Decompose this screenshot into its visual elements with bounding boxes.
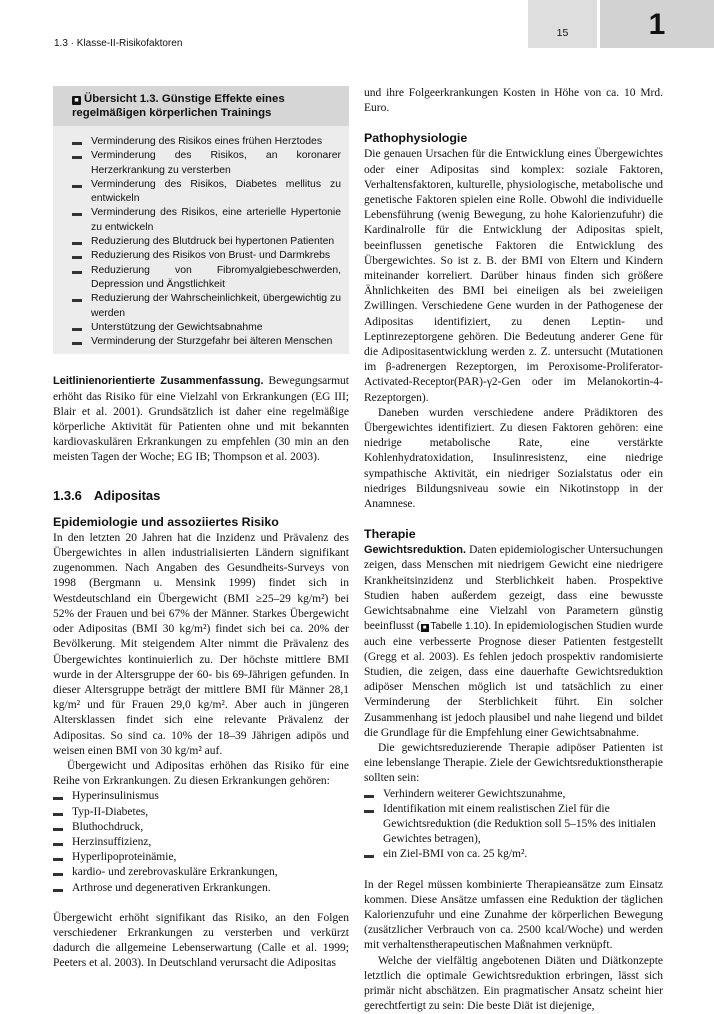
dash-bullet-icon [364, 810, 374, 813]
dash-bullet-icon [53, 889, 63, 892]
dash-bullet-icon [72, 185, 82, 188]
overview-item: Reduzierung des Blutdruck bei hypertonen Patienten [72, 235, 341, 249]
overview-item: Verminderung des Risikos, Diabetes mellitus zu entwickeln [72, 178, 341, 207]
page-number-box [528, 0, 597, 48]
overview-item: Reduzierung der Wahrscheinlichkeit, übergewichtig zu werden [72, 292, 341, 321]
dash-bullet-icon [53, 858, 63, 861]
dash-bullet-icon [364, 855, 374, 858]
diet-paragraph: Welche der vielfältig angebotenen Diäten und Diätkonzepte letztlich die optimale Gewichtsreduktion erbringen, lässt sich primär nicht abschätzen. Ein pragmatischer Ansatz scheint hier gerechtfertigt zu sein: Die beste Diät ist diejenige, [364, 954, 663, 1013]
table-reference-link[interactable]: Tabelle 1.10 [430, 621, 485, 633]
overview-item: Verminderung des Risikos, an koronarer Herzerkrankung zu versterben [72, 149, 341, 178]
disease-item: Hyperlipoproteinämie, [53, 850, 349, 865]
combined-therapy-paragraph: In der Regel müssen kombinierte Therapieansätze zum Einsatz kommen. Diese Ansätze umfassen eine Reduktion der täglichen Kalorienzufuhr und eine Zunahme der körperlichen Bewegung (zusätzlicher Verbrauch von ca. 2500 kcal/Woche) und werden mit verhaltenstherapeutischen Maßnahmen verknüpft. [364, 878, 663, 952]
dash-bullet-icon [53, 813, 63, 816]
therapy-goals-list [364, 787, 663, 863]
pathophysiology-paragraph: Die genauen Ursachen für die Entwicklung eines Übergewichtes oder einer Adipositas sind komplex: soziale Faktoren, Verhaltensfaktoren, kulturelle, physiologische, metabolische und genetische Faktoren spielen eine Rolle. Obwohl die individuelle Lebensführung (wenig Bewegung, zu hohe Kalorienzufuhr) die Kardinalrolle für die Entwicklung der Adipositas spielt, beeinflussen genetische Faktoren die Entwicklung des Übergewichtes. So ist z. B. der BMI von Eltern und Kindern miteinander korreliert. Darüber hinaus finden sich größere Ähnlichkeiten des BMI bei eineiigen als bei zweieiigen Zwillingen. Verschiedene Gene wurden in der Pathogenese der Adipositas identifiziert, zu denen Leptin- und Leptinrezeptorgene gehören. Die Bedeutung anderer Gene für die Adipositasentwicklung werden z. Z. untersucht (Mutationen im β-adrenergen Rezeptorgen, im Peroxisome-Proliferator-Activated-Receptor(PAR)-γ2-Gen oder im Melanokortin-4-Rezeptorgen). [364, 148, 663, 404]
overview-box [53, 86, 349, 354]
chapter-tab [600, 0, 714, 48]
dash-bullet-icon [72, 242, 82, 245]
section-heading [53, 488, 349, 503]
dash-bullet-icon [72, 328, 82, 331]
dash-bullet-icon [72, 342, 82, 345]
dash-bullet-icon [72, 271, 82, 274]
therapy-heading: Therapie [364, 527, 416, 542]
dash-bullet-icon [72, 299, 82, 302]
continuation-paragraph: und ihre Folgeerkrankungen Kosten in Höhe von ca. 10 Mrd. Euro. [364, 87, 663, 115]
overview-title [53, 86, 349, 126]
risk-paragraph: Übergewicht und Adipositas erhöhen das Risiko für eine Reihe von Erkrankungen. Zu diesen Erkrankungen gehören: [53, 759, 349, 788]
disease-item: Arthrose und degenerativen Erkrankungen. [53, 881, 349, 896]
pathophysiology-heading: Pathophysiologie [364, 131, 468, 146]
section-title: Adipositas [93, 487, 161, 503]
dash-bullet-icon [53, 797, 63, 800]
running-head: 1.3 · Klasse-II-Risikofaktoren [54, 38, 183, 49]
disease-item: Herzinsuffizienz, [53, 835, 349, 850]
overview-item: Verminderung des Risikos eines frühen Herztodes [72, 135, 341, 149]
summary-paragraph [53, 374, 349, 465]
overview-list [53, 126, 349, 354]
dash-bullet-icon [72, 256, 82, 259]
mortality-paragraph: Übergewicht erhöht signifikant das Risiko, an den Folgen verschiedener Erkrankungen zu versterben und verkürzt dadurch die allgemeine Lebenserwartung (Calle et al. 1999; Peeters et al. 2003). In Deutschland verursacht die Adipositas [53, 911, 349, 970]
left-column [53, 86, 349, 972]
disease-item: Bluthochdruck, [53, 820, 349, 835]
page-number: 15 [556, 27, 569, 39]
overview-item: Verminderung des Risikos, eine arterielle Hypertonie zu entwickeln [72, 206, 341, 235]
dash-bullet-icon [53, 843, 63, 846]
goal-item: Identifikation mit einem realistischen Ziel für die Gewichtsreduktion (die Reduktion soll 5–15% des initialen Gewichtes betragen), [364, 802, 663, 848]
goal-item: ein Ziel-BMI von ca. 25 kg/m². [364, 847, 663, 862]
disease-list [53, 789, 349, 895]
summary-lead: Leitlinienorientierte Zusammenfassung. [53, 375, 264, 388]
disease-item: Hyperinsulinismus [53, 789, 349, 804]
overview-title-line1: Übersicht 1.3. Günstige Effekte eines [84, 93, 285, 105]
overview-square-icon: ■ [72, 96, 81, 105]
section-number: 1.3.6 [53, 487, 82, 503]
table-reference-icon: ■ [421, 624, 429, 632]
chapter-number: 1 [648, 8, 666, 41]
weight-reduction-lead: Gewichtsreduktion. [364, 544, 467, 557]
overview-item: Reduzierung von Fibromyalgiebeschwerden, Depression und Ängstlichkeit [72, 264, 341, 293]
dash-bullet-icon [53, 828, 63, 831]
disease-item: Typ-II-Diabetes, [53, 805, 349, 820]
overview-title-line2: regelmäßigen körperlichen Trainings [72, 107, 272, 119]
predictors-paragraph: Daneben wurden verschiedene andere Prädiktoren des Übergewichtes identifiziert. Zu diesen Faktoren gehören: eine niedrige metabolische Rate, eine verstärkte Kohlenhydratoxidation, Insulinresistenz, eine niedrige sympathische Aktivität, ein niedriger Sozialstatus oder ein niedriges Bildungsniveau sowie ein Nikotinstopp in der Anamnese. [364, 406, 663, 511]
dash-bullet-icon [53, 873, 63, 876]
right-column [364, 86, 663, 1014]
epidemiology-paragraph: In den letzten 20 Jahren hat die Inzidenz und Prävalenz des Übergewichtes in allen industrialisierten Ländern signifikant zugenommen. Nach Angaben des Gesundheits-Surveys von 1998 (Bergmann u. Mensink 1999) findet sich in Westdeutschland ein Übergewicht (BMI ≥25–29 kg/m²) bei 52% der Frauen und bei 67% der Männer. Starkes Übergewicht oder Adipositas (BMI 30 kg/m²) findet sich bei ca. 20% der Bevölkerung. Mit steigendem Alter nimmt die Prävalenz des Übergewichtes kontinuierlich zu. Der höchste mittlere BMI wurde in der Altersgruppe der 60- bis 69-Jährigen gefunden. In dieser Altersgruppe beträgt der mittlere BMI für Männer 28,1 kg/m² und für Frauen 29,0 kg/m². Aber auch in jüngeren Altersklassen findet sich eine relevante Prävalenz der Adipositas. So sind ca. 10% der 18–39 Jährigen adipös und weisen einen BMI von 30 kg/m² auf. [53, 531, 349, 757]
overview-item: Verminderung der Sturzgefahr bei älteren Menschen [72, 335, 341, 349]
therapy-goals-intro: Die gewichtsreduzierende Therapie adipöser Patienten ist eine lebenslange Therapie. Ziele der Gewichtsreduktionstherapie sollten sein: [364, 741, 663, 785]
summary-text: Bewegungsarmut erhöht das Risiko für eine Vielzahl von Erkrankungen (EG III; Blair et al. 2001). Grundsätzlich ist daher eine regelmäßige körperliche Aktivität für Patienten ohne und mit bekannten kardiovaskulären Erkrankungen zu empfehlen (30 min an den meisten Tagen der Woche; EG IB; Thompson et al. 2003). [53, 375, 350, 464]
overview-item: Reduzierung des Risikos von Brust- und Darmkrebs [72, 249, 341, 263]
dash-bullet-icon [72, 142, 82, 145]
dash-bullet-icon [72, 213, 82, 216]
goal-item: Verhindern weiterer Gewichtszunahme, [364, 787, 663, 802]
disease-item: kardio- und zerebrovaskuläre Erkrankungen, [53, 865, 349, 880]
overview-item: Unterstützung der Gewichtsabnahme [72, 321, 341, 335]
epidemiology-heading: Epidemiologie und assoziiertes Risiko [53, 514, 279, 529]
dash-bullet-icon [364, 795, 374, 798]
dash-bullet-icon [72, 156, 82, 159]
weight-reduction-paragraph: Gewichtsreduktion. Daten epidemiologischer Untersuchungen zeigen, dass Menschen mit niedrigem Gewicht eine niedrigere Krankheitsinzidenz und Sterblichkeit haben. Prospektive Studien haben außerdem gezeigt, dass eine bewusste Gewichtsabnahme eine Vielzahl von Parametern günstig beeinflusst ( ■ Tabelle 1.10). In epidemiologischen Studien wurde auch eine verbesserte Prognose dieser Patienten festgestellt (Gregg et al. 2003). Es fehlen jedoch prospektiv randomisierte Studien, die zeigen, dass eine dauerhafte Gewichtsreduktion adipöser Menschen möglich ist und tatsächlich zu einer Verminderung der Sterblichkeit führt. Ein solcher Zusammenhang ist jedoch plausibel und nahe liegend und bildet die Grundlage für die Empfehlung einer Gewichtsabnahme. [364, 544, 663, 739]
